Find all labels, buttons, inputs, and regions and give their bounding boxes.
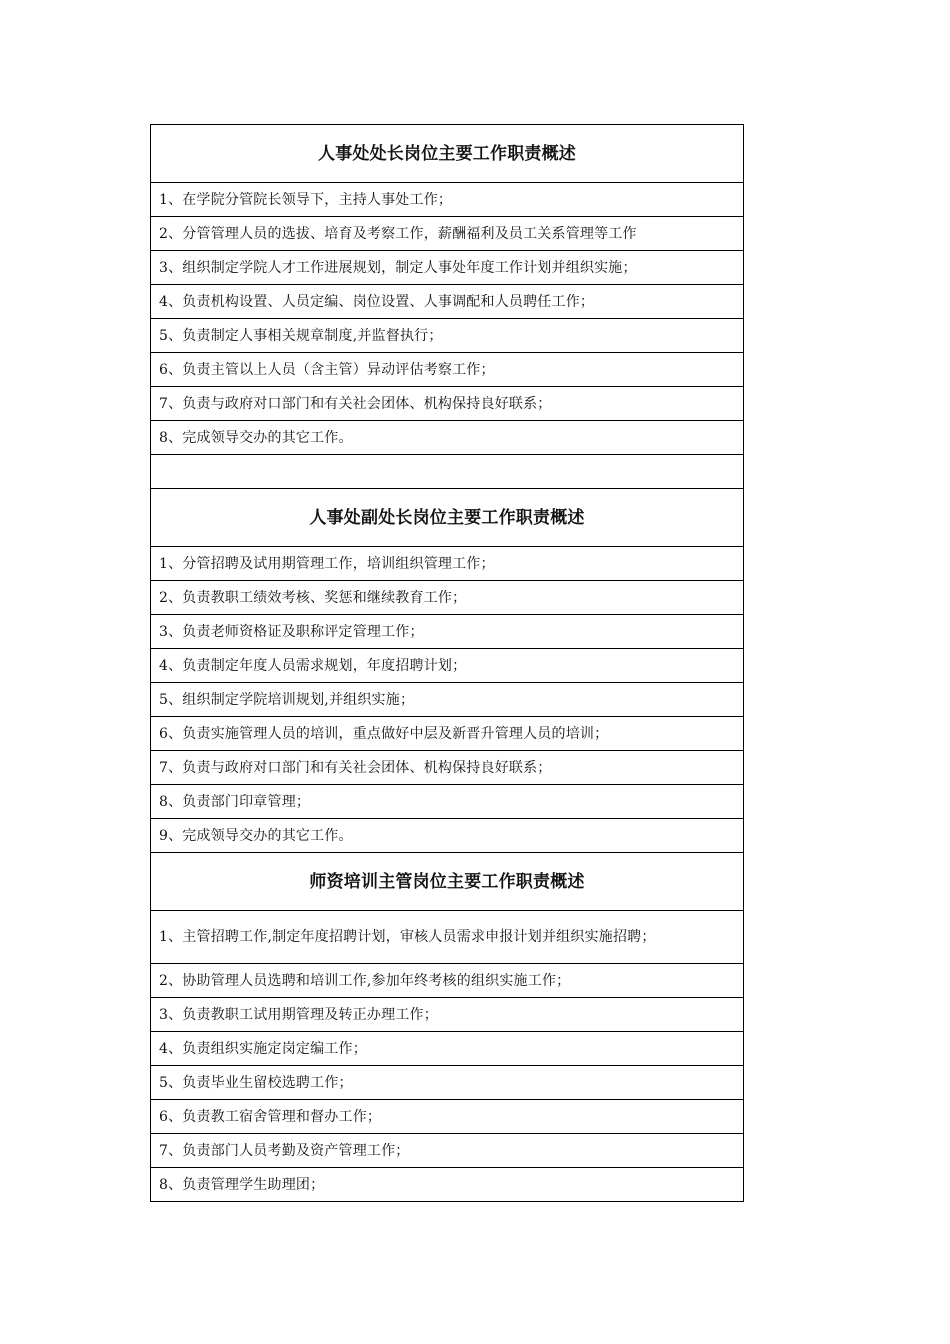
duty-text: 7、负责与政府对口部门和有关社会团体、机构保持良好联系； (151, 387, 744, 421)
duty-row (151, 581, 744, 615)
duty-row (151, 387, 744, 421)
duty-text: 5、负责制定人事相关规章制度,并监督执行； (151, 319, 744, 353)
duty-row (151, 1134, 744, 1168)
duty-text: 3、负责教职工试用期管理及转正办理工作； (151, 998, 744, 1032)
duty-text: 6、负责教工宿舍管理和督办工作； (151, 1100, 744, 1134)
duty-row (151, 683, 744, 717)
duty-row (151, 353, 744, 387)
section-title-row (151, 125, 744, 183)
duty-text: 1、主管招聘工作,制定年度招聘计划，审核人员需求申报计划并组织实施招聘； (151, 911, 744, 964)
duty-row (151, 819, 744, 853)
duty-row (151, 217, 744, 251)
document-page (150, 124, 744, 1202)
duty-row (151, 1100, 744, 1134)
duty-row (151, 1066, 744, 1100)
duty-text: 4、负责制定年度人员需求规划，年度招聘计划； (151, 649, 744, 683)
duty-text: 4、负责组织实施定岗定编工作； (151, 1032, 744, 1066)
duty-text: 1、分管招聘及试用期管理工作，培训组织管理工作； (151, 547, 744, 581)
duty-text: 2、分管管理人员的选拔、培育及考察工作，薪酬福利及员工关系管理等工作 (151, 217, 744, 251)
duty-text: 8、完成领导交办的其它工作。 (151, 421, 744, 455)
duty-text: 8、负责管理学生助理团； (151, 1168, 744, 1202)
duty-row (151, 717, 744, 751)
duty-row (151, 183, 744, 217)
duty-row (151, 751, 744, 785)
duty-row (151, 319, 744, 353)
duty-text: 5、组织制定学院培训规划,并组织实施； (151, 683, 744, 717)
duty-row (151, 421, 744, 455)
duty-row (151, 285, 744, 319)
duty-row (151, 251, 744, 285)
section-title: 人事处处长岗位主要工作职责概述 (151, 125, 744, 183)
duty-text: 7、负责与政府对口部门和有关社会团体、机构保持良好联系； (151, 751, 744, 785)
duty-text: 5、负责毕业生留校选聘工作； (151, 1066, 744, 1100)
duty-text: 2、负责教职工绩效考核、奖惩和继续教育工作； (151, 581, 744, 615)
section-title: 师资培训主管岗位主要工作职责概述 (151, 853, 744, 911)
duty-text: 6、负责主管以上人员（含主管）异动评估考察工作； (151, 353, 744, 387)
section-title-row (151, 489, 744, 547)
duty-text: 8、负责部门印章管理； (151, 785, 744, 819)
blank-row (151, 455, 744, 489)
duty-text: 7、负责部门人员考勤及资产管理工作； (151, 1134, 744, 1168)
duty-row (151, 1032, 744, 1066)
duty-row (151, 911, 744, 964)
duty-text: 6、负责实施管理人员的培训，重点做好中层及新晋升管理人员的培训； (151, 717, 744, 751)
duty-text: 3、负责老师资格证及职称评定管理工作； (151, 615, 744, 649)
duty-row (151, 998, 744, 1032)
duty-row (151, 615, 744, 649)
section-title: 人事处副处长岗位主要工作职责概述 (151, 489, 744, 547)
duty-text: 1、在学院分管院长领导下，主持人事处工作； (151, 183, 744, 217)
blank-cell (151, 455, 744, 489)
duty-text: 2、协助管理人员选聘和培训工作,参加年终考核的组织实施工作； (151, 964, 744, 998)
duties-table (150, 124, 744, 1202)
duty-text: 3、组织制定学院人才工作进展规划，制定人事处年度工作计划并组织实施； (151, 251, 744, 285)
duty-row (151, 785, 744, 819)
duty-row (151, 649, 744, 683)
duty-text: 9、完成领导交办的其它工作。 (151, 819, 744, 853)
duty-text: 4、负责机构设置、人员定编、岗位设置、人事调配和人员聘任工作； (151, 285, 744, 319)
duty-row (151, 964, 744, 998)
section-title-row (151, 853, 744, 911)
duty-row (151, 547, 744, 581)
duty-row (151, 1168, 744, 1202)
